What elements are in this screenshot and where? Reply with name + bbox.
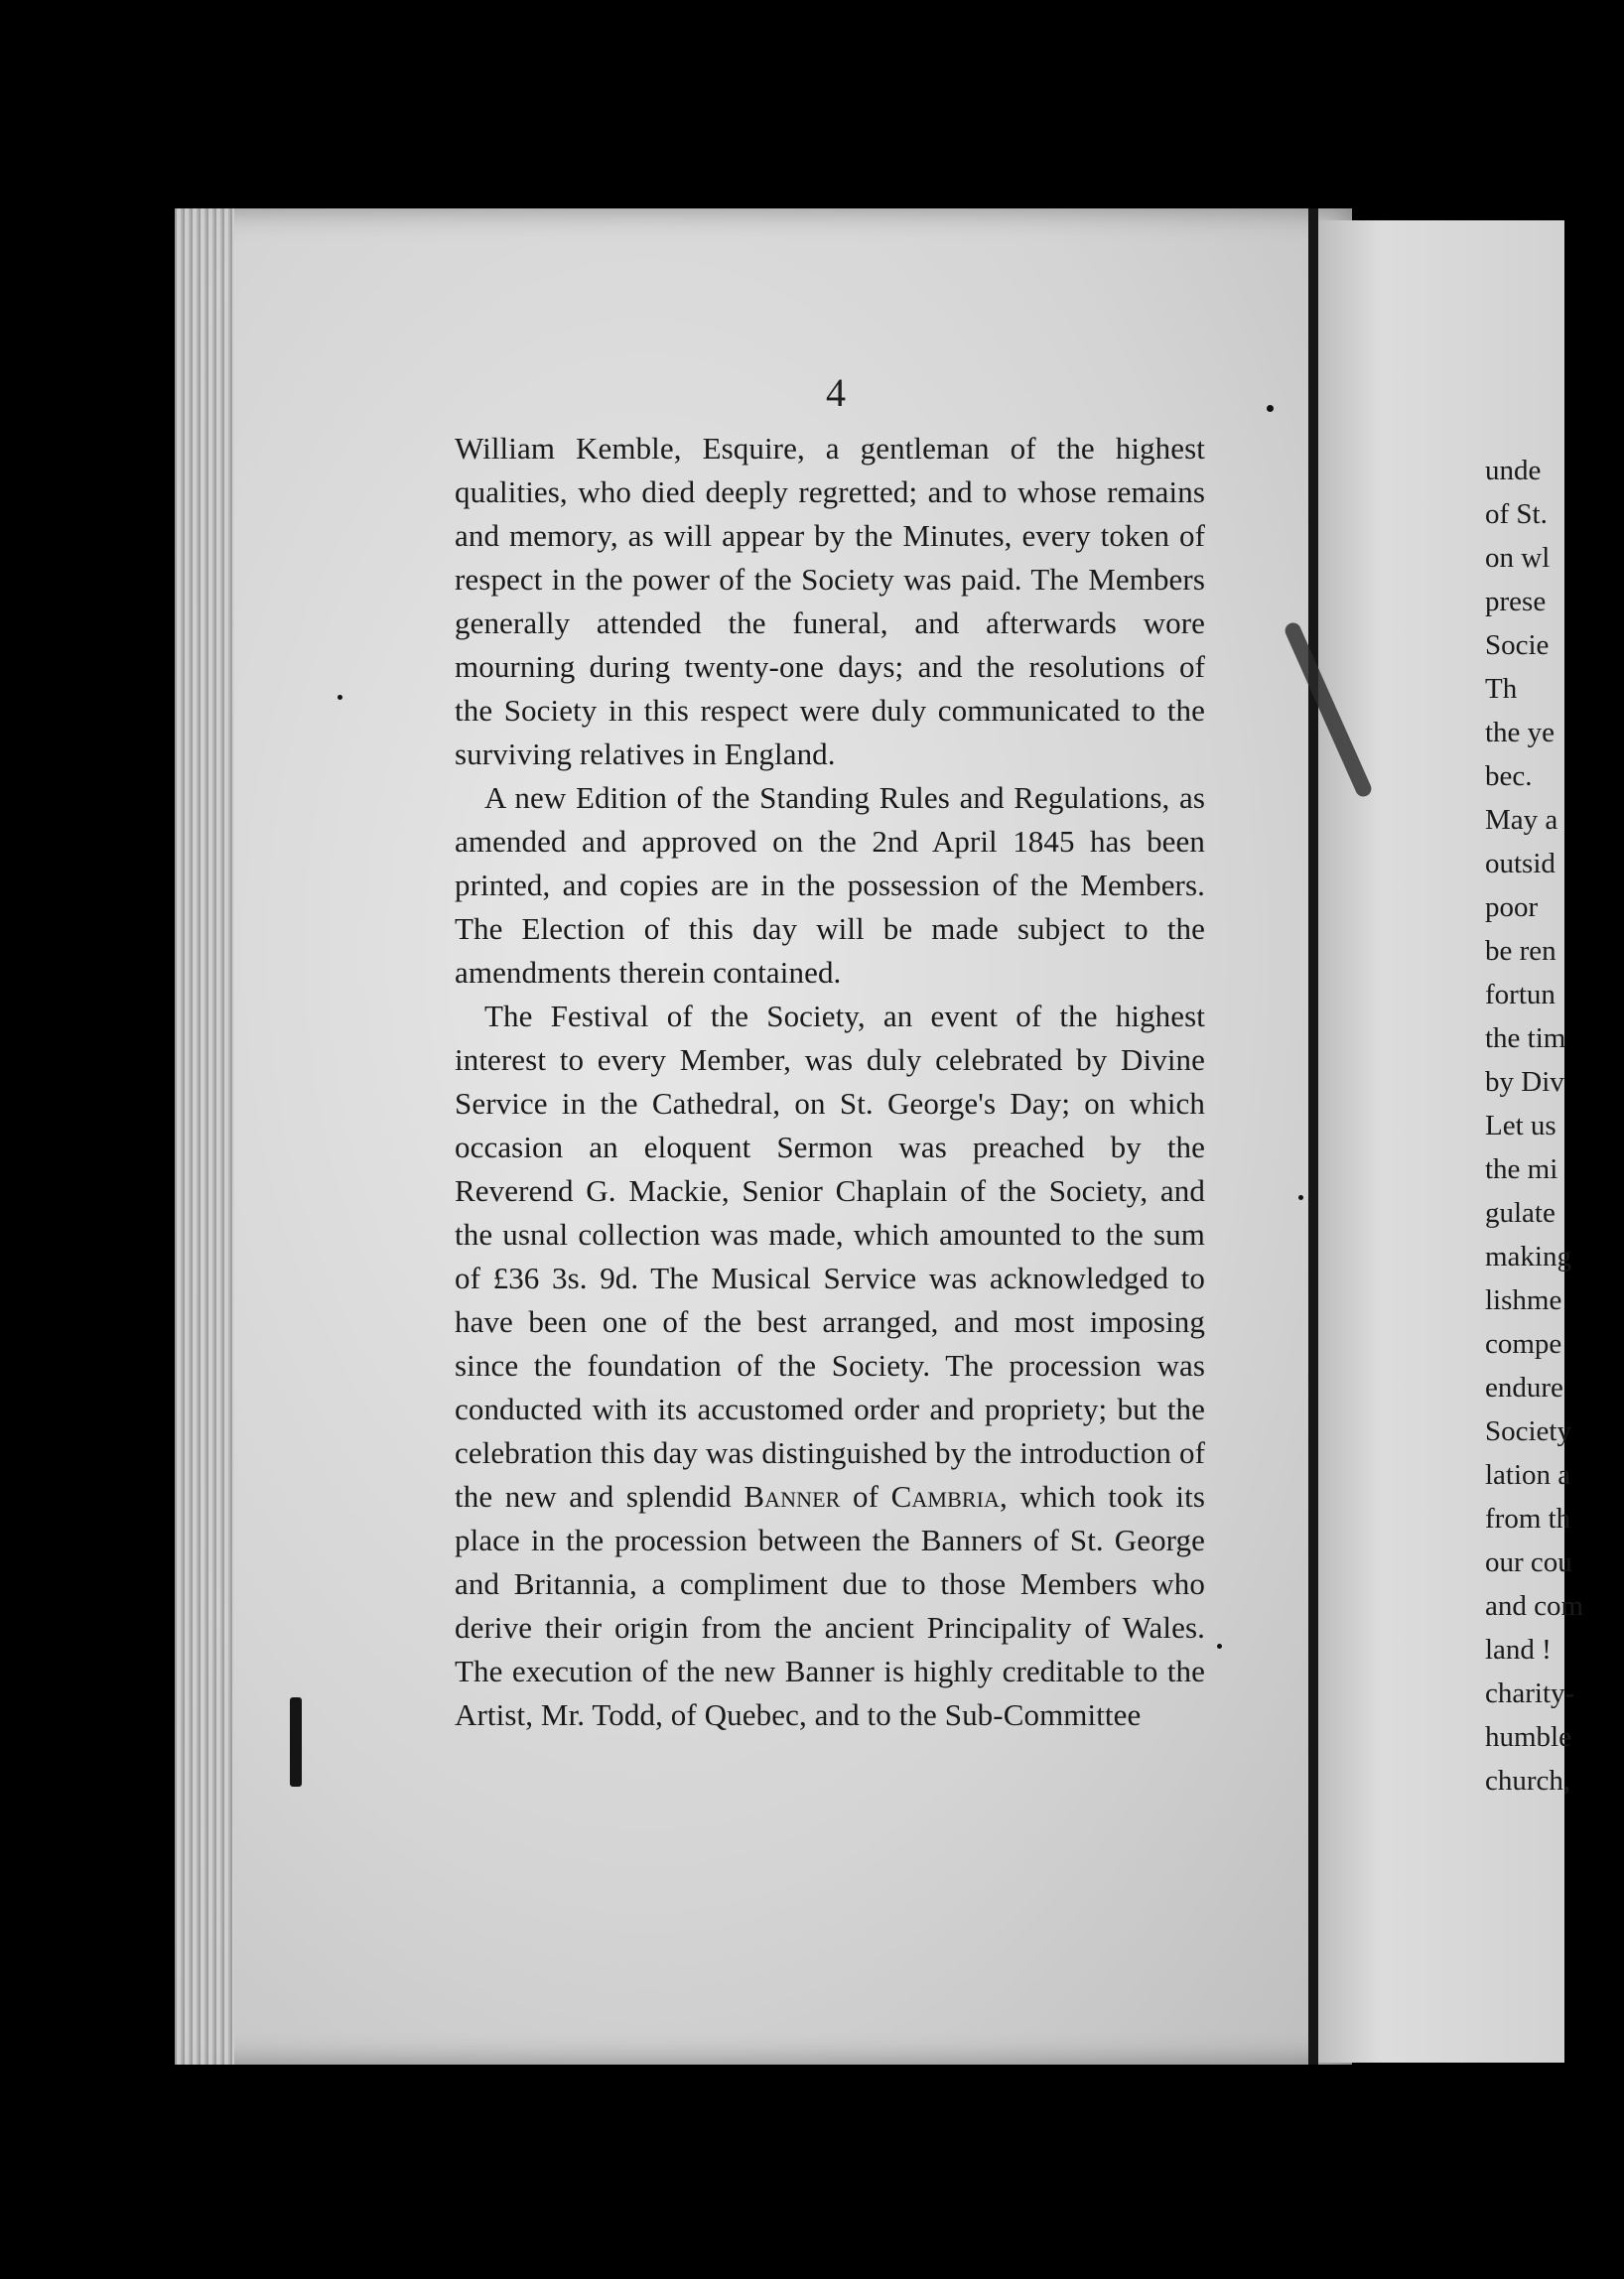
speck [1217, 1644, 1222, 1649]
paragraph [455, 995, 1205, 1737]
right-page-line: from th [1485, 1503, 1571, 1535]
right-page-line: Socie [1485, 629, 1550, 661]
page-body-text [455, 427, 1205, 1737]
right-page-line: endure [1485, 1372, 1563, 1404]
right-page-line: church, [1485, 1765, 1571, 1797]
right-page-line: the tim [1485, 1022, 1566, 1054]
paragraph [455, 776, 1205, 995]
small-caps-text: Cambria [890, 1479, 1001, 1514]
right-page-line: Th [1485, 673, 1518, 705]
right-page-line: outsid [1485, 848, 1556, 879]
speck [1267, 405, 1274, 412]
ink-mark [290, 1697, 302, 1787]
right-page-line: the ye [1485, 717, 1556, 748]
book-gutter [1308, 208, 1318, 2065]
right-page-line: prese [1485, 586, 1547, 617]
paragraph [455, 427, 1205, 776]
right-page-line: and com [1485, 1590, 1584, 1622]
right-page-line: Society [1485, 1415, 1571, 1447]
page-stack-edge [175, 208, 234, 2065]
speck [338, 695, 342, 700]
right-page-line: fortun [1485, 979, 1556, 1010]
right-page-line: poor [1485, 891, 1539, 923]
speck [1298, 1195, 1303, 1200]
right-page-line: bec. [1485, 760, 1533, 792]
text-segment: The Festival of the Society, an event of the highest interest to every Member, was duly celebrated by Divine Service in the Cathedral, on St. George's Day; on which occasion an eloquent Sermon was preached by the Reverend G. Mackie, Senior Chaplain of the Society, and the usnal collection was made, which amounted to the sum of £36 3s. 9d. The Musical Service was acknowledged to have been one of the best arranged, and most imposing since the foundation of the Society. The procession was conducted with its accustomed order and propriety; but the celebration this day was distinguished by the introduction of the new and splendid [455, 999, 1205, 1514]
right-page-text [1485, 449, 1624, 1803]
right-page-line: Let us [1485, 1110, 1556, 1141]
right-page-line: be ren [1485, 935, 1556, 967]
right-page-line: lishme [1485, 1284, 1562, 1316]
right-page-line: of St. [1485, 498, 1548, 530]
right-page-line: making [1485, 1241, 1571, 1273]
right-page-line: the mi [1485, 1153, 1558, 1185]
small-caps-text: Banner [744, 1479, 841, 1514]
text-segment: William Kemble, Esquire, a gentleman of the highest qualities, who died deeply regretted; and to whose remains and memory, as will appear by the Minutes, every token of respect in the power of the Society was paid. The Members generally attended the funeral, and afterwards wore mourning during twenty-one days; and the resolutions of the Society in this respect were duly communicated to the surviving relatives in England. [455, 431, 1205, 771]
right-page-line: lation a [1485, 1459, 1571, 1491]
right-page-line: unde [1485, 455, 1542, 486]
right-page-line: gulate [1485, 1197, 1556, 1229]
right-page-line: by Div [1485, 1066, 1564, 1098]
right-page-line: our cou [1485, 1546, 1572, 1578]
page-number: 4 [826, 370, 846, 415]
right-page-line: compe [1485, 1328, 1562, 1360]
right-page-line: May a [1485, 804, 1558, 836]
text-segment: , which took its place in the procession between the Banners of St. George and Britannia, a compliment due to those Members who derive their origin from the ancient Principality of Wales. The execution of the new Banner is highly creditable to the Artist, Mr. Todd, of Quebec, and to the Sub-Committee [455, 1479, 1205, 1732]
right-page-line: charity- [1485, 1677, 1575, 1709]
right-page-line: land ! [1485, 1634, 1552, 1666]
right-page-line: humble [1485, 1721, 1571, 1753]
text-segment: of [840, 1479, 891, 1514]
text-segment: A new Edition of the Standing Rules and Regulations, as amended and approved on the 2nd April 1845 has been printed, and copies are in the possession of the Members. The Election of this day will be made subject to the amendments therein contained. [455, 780, 1205, 990]
right-page-line: on wl [1485, 542, 1551, 574]
